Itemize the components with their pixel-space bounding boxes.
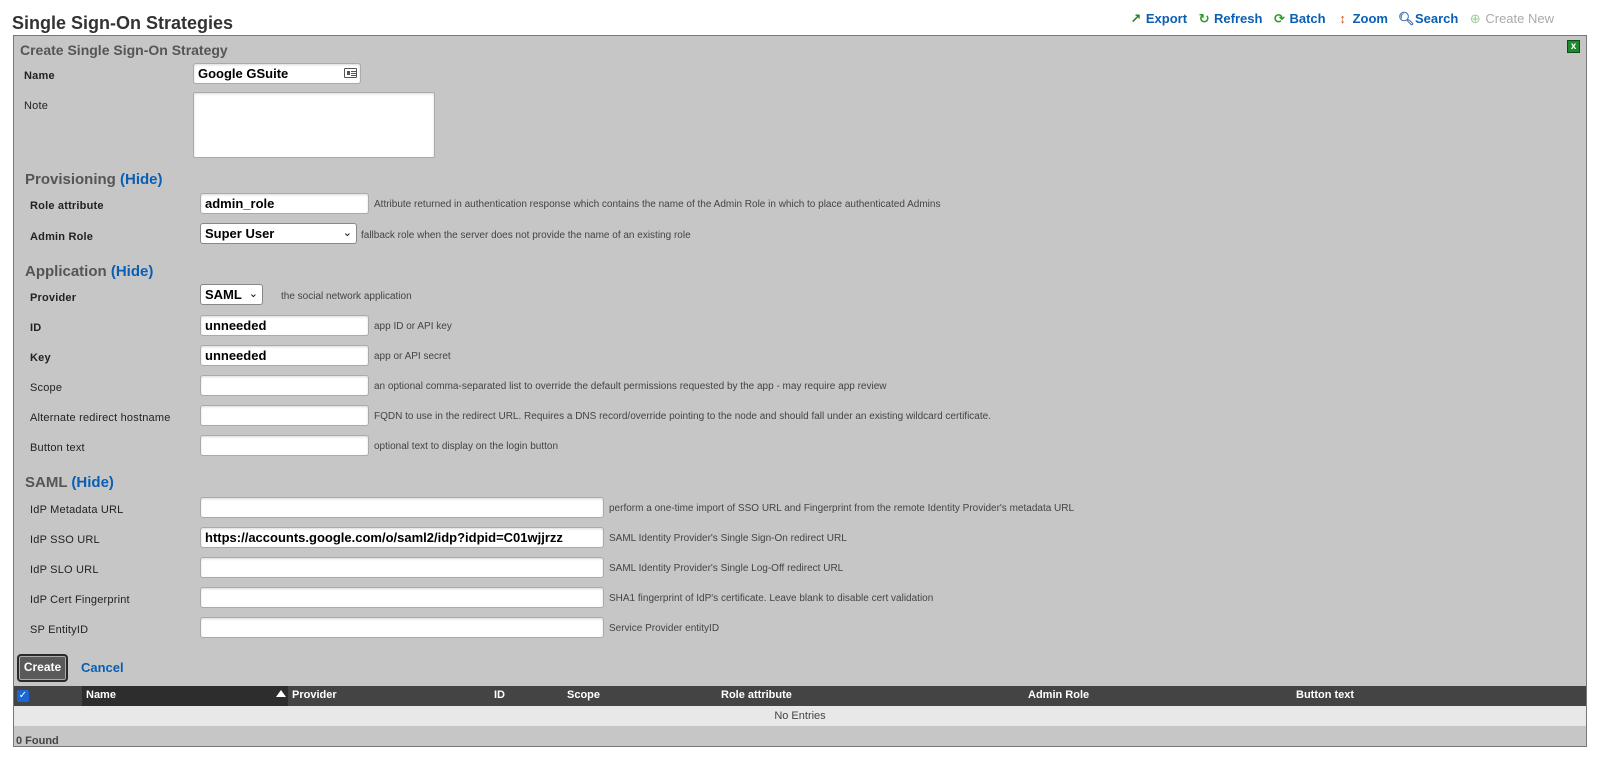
idp-metadata-hint: perform a one-time import of SSO URL and Fingerprint from the remote Identity Provider's metadata URL [609,503,1075,514]
result-count: 0 Found [16,735,59,747]
admin-role-select[interactable]: Super User ⌄ [200,223,357,244]
id-label: ID [30,322,42,334]
admin-role-label: Admin Role [30,231,94,243]
column-header-provider[interactable]: Provider [292,689,337,701]
key-field[interactable]: unneeded [200,345,369,366]
toolbar [1129,11,1554,26]
idp-slo-hint: SAML Identity Provider's Single Log-Off redirect URL [609,563,844,574]
column-header-scope[interactable]: Scope [567,689,601,701]
admin-role-hint: fallback role when the server does not provide the name of an existing role [361,230,691,241]
select-all-checkbox[interactable]: ✓ [18,690,28,701]
cancel-link[interactable]: Cancel [81,660,124,675]
batch-button[interactable]: ⟳ Batch [1274,10,1326,26]
idp-metadata-field[interactable] [200,497,604,518]
role-attribute-label: Role attribute [30,200,104,212]
sort-ascending-icon [276,690,286,697]
key-label: Key [30,352,51,364]
note-label: Note [24,100,49,112]
provider-hint: the social network application [281,291,412,302]
id-hint: app ID or API key [374,321,452,332]
role-attribute-field[interactable]: admin_role [200,193,369,214]
column-header-button-text[interactable]: Button text [1296,689,1355,701]
idp-cert-hint: SHA1 fingerprint of IdP's certificate. Leave blank to disable cert validation [609,593,934,604]
contact-card-icon [344,68,357,78]
provisioning-section-title: Provisioning (Hide) [25,171,163,188]
idp-slo-field[interactable] [200,557,604,578]
create-strategy-panel [13,35,1587,747]
empty-table-message: No Entries [774,710,826,722]
scope-label: Scope [30,382,63,394]
application-hide-link[interactable]: (Hide) [110,263,154,280]
create-new-button[interactable]: ⊕ Create New [1469,10,1554,26]
alt-hostname-hint: FQDN to use in the redirect URL. Requires a DNS record/override pointing to the node and should fall under an existing wildcard certificate. [374,411,991,422]
alt-hostname-label: Alternate redirect hostname [30,412,171,424]
role-attribute-hint: Attribute returned in authentication response which contains the name of the Admin Role in which to place authenticated Admins [374,199,941,210]
column-header-id[interactable]: ID [494,689,505,701]
chevron-down-icon: ⌄ [248,288,258,300]
id-field[interactable]: unneeded [200,315,369,336]
add-icon: ⊕ [1469,10,1481,26]
scope-field[interactable] [200,375,369,396]
provider-select[interactable]: SAML ⌄ [200,284,263,305]
scope-hint: an optional comma-separated list to override the default permissions requested by the app - may require app review [374,381,887,392]
export-icon: ↗ [1130,10,1142,26]
key-hint: app or API secret [374,351,451,362]
button-text-field[interactable] [200,435,369,456]
provider-label: Provider [30,292,77,304]
create-button[interactable]: Create [17,654,68,682]
search-button[interactable]: 🔍︎ Search [1397,10,1459,26]
button-text-label: Button text [30,442,85,454]
application-section-title: Application (Hide) [25,263,154,280]
close-icon[interactable]: x [1567,40,1580,53]
page-title: Single Sign-On Strategies [12,13,234,33]
refresh-icon: ↻ [1198,10,1210,26]
column-header-name[interactable]: Name [86,689,116,701]
column-header-role-attribute[interactable]: Role attribute [721,689,792,701]
export-button[interactable]: ↗ Export [1130,10,1188,26]
idp-sso-field[interactable]: https://accounts.google.com/o/saml2/idp?idpid=C01wjjrzz [200,527,604,548]
batch-icon: ⟳ [1274,10,1285,26]
chevron-down-icon: ⌄ [342,227,352,239]
sp-entityid-hint: Service Provider entityID [609,623,720,634]
provisioning-hide-link[interactable]: (Hide) [120,171,163,188]
idp-cert-field[interactable] [200,587,604,608]
idp-cert-label: IdP Cert Fingerprint [30,594,130,606]
panel-title: Create Single Sign-On Strategy [20,42,228,58]
idp-sso-label: IdP SSO URL [30,534,100,546]
button-text-hint: optional text to display on the login button [374,441,559,452]
alt-hostname-field[interactable] [200,405,369,426]
sp-entityid-field[interactable] [200,617,604,638]
name-field[interactable]: Google GSuite [193,63,361,84]
zoom-button[interactable]: ↕ Zoom [1336,11,1388,26]
idp-slo-label: IdP SLO URL [30,564,99,576]
note-textarea[interactable] [193,92,435,158]
saml-section-title: SAML (Hide) [25,474,114,491]
idp-metadata-label: IdP Metadata URL [30,504,124,516]
idp-sso-hint: SAML Identity Provider's Single Sign-On redirect URL [609,533,847,544]
name-label: Name [24,70,55,82]
zoom-icon: ↕ [1339,10,1346,26]
sp-entityid-label: SP EntityID [30,624,89,636]
saml-hide-link[interactable]: (Hide) [71,474,114,491]
table-body [14,706,1586,726]
refresh-button[interactable]: ↻ Refresh [1198,10,1263,26]
search-icon: 🔍︎ [1397,10,1415,26]
table-header [14,686,1586,706]
column-header-admin-role[interactable]: Admin Role [1028,689,1090,701]
